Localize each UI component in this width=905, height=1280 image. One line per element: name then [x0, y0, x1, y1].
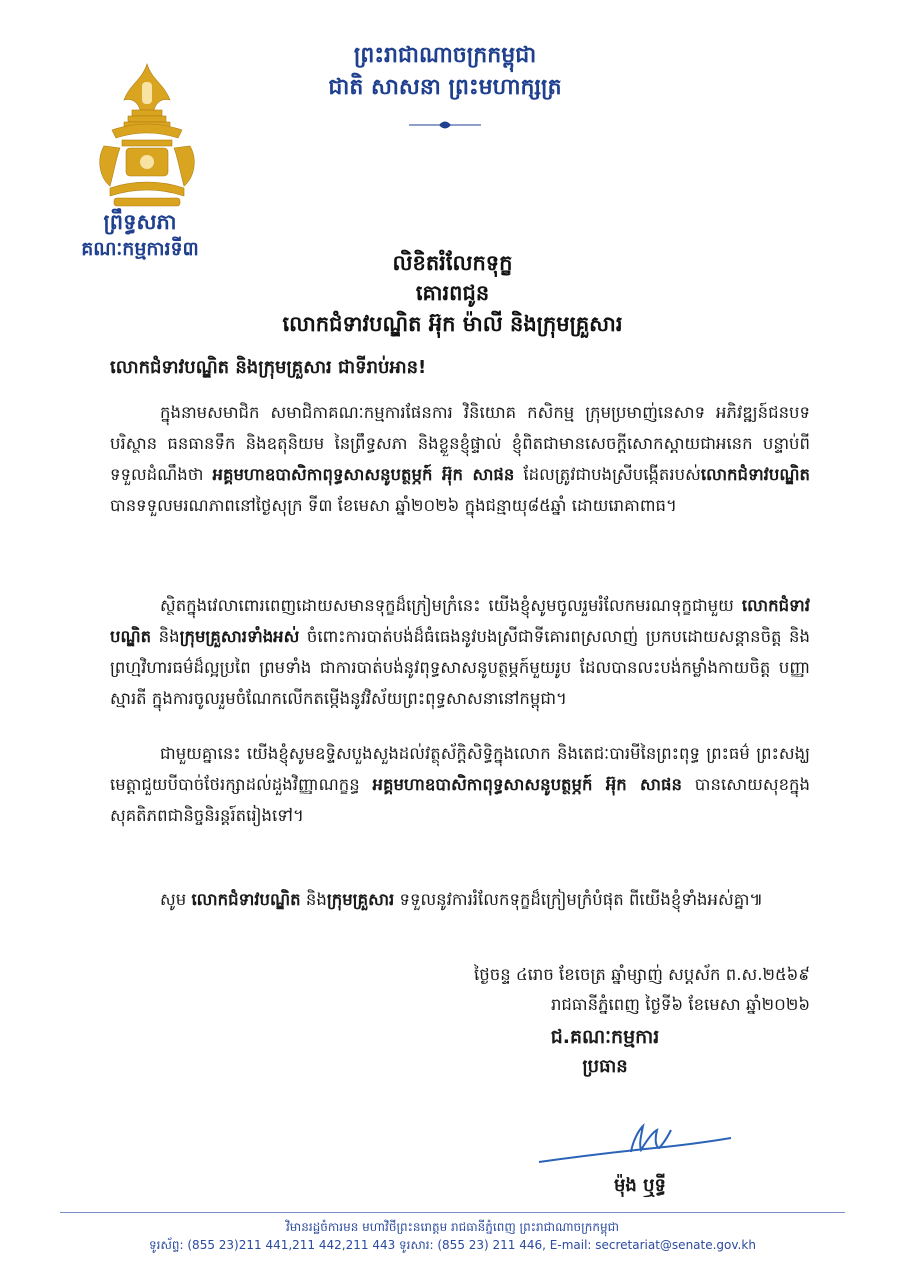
- paragraph-2: [110, 590, 810, 714]
- p3-deceased-name: អគ្គមហាឧបាសិកាពុទ្ធសាសនូបត្ថម្ភក៍ អ៊ុក សាផន: [372, 775, 682, 794]
- p1-text-e: បានទទួលមរណភាពនៅថ្ងៃសុក្រ ទី៣ ខែមេសា ឆ្នាំ២០២៦ ក្នុងជន្មាយុ៨៥ឆ្នាំ ដោយរោគាពាធ។: [110, 496, 677, 515]
- org-name: ព្រឹទ្ធសភា: [103, 210, 177, 234]
- p3-text-a: ជាមួយគ្នានេះ យើងខ្ញុំសូមឧទ្ទិសបួងសួងដល់វត្ថុស័ក្តិសិទ្ធិក្នុងលោក និងតេជៈបារមីនៃព្រះពុទ្ធ ព្រះធម៌ ព្រះសង្ឃ មេត្តាជួយបីបាច់ថែរក្សាដល់ដួងវិញ្ញាណក្ខន្ធ: [110, 744, 810, 794]
- footer-address: វិមានរដ្ឋចំការមន មហាវិថីព្រះនរោត្តម រាជធានីភ្នំពេញ ព្រះរាជាណាចក្រកម្ពុជា: [285, 1220, 619, 1234]
- letter-addressee-prefix: គោរពជូន: [415, 281, 490, 305]
- handwritten-signature: [535, 1118, 735, 1170]
- p4-text-c: និង: [300, 890, 327, 909]
- footer-divider: [60, 1212, 845, 1213]
- p4-family: ក្រុមគ្រួសារ: [326, 890, 395, 909]
- letter-title: លិខិតរំលែកទុក្ខ: [392, 251, 513, 275]
- p2-text-e: ចំពោះការបាត់បង់ដ៏ធំធេងនូវបងស្រីជាទីគោរពស្រលាញ់ ប្រកបដោយសន្តានចិត្ត និងព្រហ្មវិហារធម៌ដ៏ល្អប្រពៃ ព្រមទាំង ជាការបាត់បង់នូវពុទ្ធសាសនូបត្ថម្ភក៍មួយរូប ដែលបានលះបង់កម្លាំងកាយចិត្ត បញ្ញាស្មារតី ក្នុងការចូលរួមចំណែកលើកតម្កើងនូវវិស័យព្រះពុទ្ធសាសនានៅកម្ពុជា។: [110, 627, 810, 708]
- p2-addressee: លោកជំទាវបណ្ឌិត: [110, 596, 810, 646]
- p1-deceased-name: អគ្គមហាឧបាសិកាពុទ្ធសាសនូបត្ថម្ភក៍ អ៊ុក សាផន: [212, 465, 515, 484]
- kingdom-motto: ព្រះរាជាណាចក្រកម្ពុជា: [353, 43, 537, 68]
- p1-text-a: ក្នុងនាមសមាជិក សមាជិកាគណៈកម្មការផែនការ វិនិយោគ កសិកម្ម ក្រុមប្រមាញ់នេសាទ អភិវឌ្ឍន៍ជនបទ បរិស្ថាន ធនធានទឹក និងឧតុនិយម នៃព្រឹទ្ធសភា និងខ្លួនខ្ញុំផ្ទាល់ ខ្ញុំពិតជាមានសេចក្តីសោកស្តាយជាអនេក បន្ទាប់ពីទទួលដំណឹងថា: [110, 403, 810, 484]
- letter-addressee: លោកជំទាវបណ្ឌិត អ៊ុក ម៉ាលី និងក្រុមគ្រួសារ: [282, 312, 623, 336]
- paragraph-3: [110, 738, 810, 831]
- p3-text-c: បានសោយសុខក្នុងសុគតិភពជានិច្ចនិរន្តរ៍តរៀងទៅ។: [110, 775, 811, 825]
- paragraph-4: [110, 884, 810, 915]
- on-behalf-line: ជ.គណៈកម្មការ: [550, 1026, 660, 1048]
- p4-text-e: ទទួលនូវការរំលែកទុក្ខដ៏ក្រៀមក្រំបំផុត ពីយើងខ្ញុំទាំងអស់គ្នា៕: [394, 890, 764, 909]
- p2-text-a: ស្ថិតក្នុងវេលាពោរពេញដោយសមានទុក្ខដ៏ក្រៀមក្រំនេះ យើងខ្ញុំសូមចូលរួមរំលែកមរណទុក្ខជាមួយ: [160, 596, 742, 615]
- signer-role: ប្រធាន: [582, 1056, 628, 1077]
- ornament-divider-icon: [405, 118, 485, 132]
- paragraph-1: [110, 397, 810, 521]
- p1-text-c: ដែលត្រូវជាបងស្រីបង្កើតរបស់: [514, 465, 701, 484]
- p4-addressee: លោកជំទាវបណ្ឌិត: [191, 890, 301, 909]
- p2-text-c: និង: [151, 627, 180, 646]
- lunar-date: ថ្ងៃចន្ទ ៤រោច ខែចេត្រ ឆ្នាំម្សាញ់ សប្តស័ក ព.ស.២៥៦៩: [474, 965, 810, 984]
- place-date: រាជធានីភ្នំពេញ ថ្ងៃទី៦ ខែមេសា ឆ្នាំ២០២៦: [550, 995, 810, 1014]
- p1-addressee: លោកជំទាវបណ្ឌិត: [700, 465, 810, 484]
- committee-name: គណៈកម្មការទី៣: [81, 238, 199, 260]
- p2-family: ក្រុមគ្រួសារទាំងអស់: [179, 627, 300, 646]
- senate-emblem-icon: [92, 60, 202, 210]
- signer-name: ម៉ុង ឬទ្ធី: [614, 1175, 666, 1196]
- footer-contact: ទូរស័ព្ទ: (855 23)211 441,211 442,211 443 ទូរសារ: (855 23) 211 446, E-mail: secretariat@senate.gov.kh: [149, 1238, 756, 1252]
- greeting: លោកជំទាវបណ្ឌិត និងក្រុមគ្រួសារ ជាទីរាប់អាន!: [110, 357, 427, 378]
- p4-text-a: សូម: [160, 890, 192, 909]
- nation-motto: ជាតិ សាសនា ព្រះមហាក្សត្រ: [328, 75, 562, 100]
